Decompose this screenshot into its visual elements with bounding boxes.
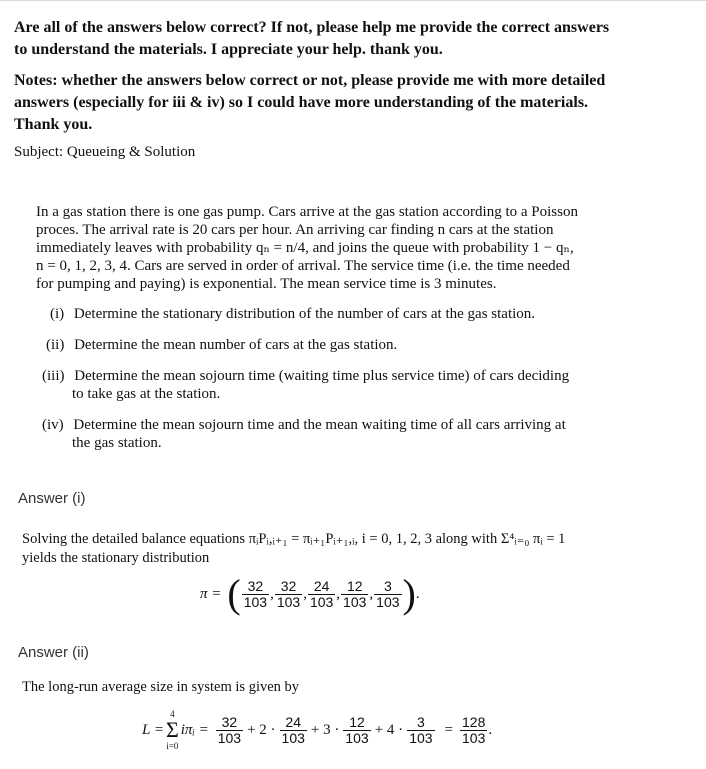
- term-3-coef: + 3 ·: [310, 721, 340, 738]
- stationary-distribution-eq: π = ( $\frac{32}{103}$ , $\frac{32}{103}$ , $\frac{24}{103}$ , $\frac{12}{103}$ , $\frac{3}{103}$ ) .: [200, 571, 420, 616]
- pi-3-fraction: $\frac{12}{103}$: [343, 577, 367, 610]
- L-label: L =: [142, 721, 164, 738]
- notes-line: Notes: whether the answers below correct or not, please provide me with more detailed: [14, 72, 606, 89]
- right-paren: ): [402, 571, 416, 616]
- question-line: to understand the materials. I appreciate your help. thank you.: [14, 41, 443, 58]
- notes-line: answers (especially for iii & iv) so I could have more understanding of the materials.: [14, 94, 589, 111]
- item-text-cont: the gas station.: [72, 435, 162, 451]
- answer-i-line: yields the stationary distribution: [22, 550, 210, 566]
- term-2-coef: + 2 ·: [247, 721, 276, 738]
- problem-line: proces. The arrival rate is 20 cars per hour. An arriving car finding n cars at the station: [36, 222, 554, 238]
- pi-0-fraction: $\frac{32}{103}$: [243, 577, 268, 610]
- item-label: (iii): [42, 368, 65, 384]
- item-label: (ii): [46, 337, 65, 353]
- problem-line: for pumping and paying) is exponential. The mean service time is 3 minutes.: [36, 276, 497, 292]
- notes-line: Thank you.: [14, 116, 93, 133]
- question-line: Are all of the answers below correct? If not, please help me provide the correct answers: [14, 19, 610, 36]
- sum-term: iπᵢ =: [180, 721, 209, 738]
- top-divider: [0, 0, 706, 1]
- item-text: Determine the stationary distribution of the number of cars at the gas station.: [73, 306, 536, 322]
- problem-line: immediately leaves with probability qₙ = n/4, and joins the queue with probability 1 − qₙ,: [36, 240, 574, 256]
- left-paren: (: [227, 571, 241, 616]
- term-4-coef: + 4 ·: [374, 721, 404, 738]
- pi-4-fraction: $\frac{3}{103}$: [376, 577, 400, 610]
- item-text-cont: to take gas at the station.: [72, 386, 221, 402]
- problem-item-iv: [42, 416, 622, 452]
- result-fraction: $\frac{128}{103}$: [462, 713, 486, 746]
- pi-2-fraction: $\frac{24}{103}$: [309, 577, 334, 610]
- term-3-fraction: $\frac{12}{103}$: [345, 713, 369, 746]
- mean-size-eq: L = 4 Σ i=0 iπᵢ = $\frac{32}{103}$ + 2 · $\frac{24}{103}$ + 3 · $\frac{12}{103}$ + 4 · $\frac{3}{103}$ = $\frac{128}{103}$ .: [142, 709, 493, 751]
- problem-line: In a gas station there is one gas pump. Cars arrive at the gas station according to a Poisson: [36, 204, 578, 220]
- problem-line: n = 0, 1, 2, 3, 4. Cars are served in order of arrival. The service time (i.e. the time needed: [36, 258, 570, 274]
- answer-i-line: Solving the detailed balance equations πᵢPᵢ,ᵢ₊₁ = πᵢ₊₁Pᵢ₊₁,ᵢ, i = 0, 1, 2, 3 along with Σ⁴ᵢ₌₀ πᵢ = 1: [22, 531, 566, 547]
- pi-label: π =: [200, 585, 222, 602]
- item-text: Determine the mean sojourn time (waiting time plus service time) of cars deciding: [74, 368, 570, 384]
- problem-item-iii: [42, 367, 622, 403]
- answer-ii-heading: Answer (ii): [18, 644, 89, 661]
- subject-line: Subject: Queueing & Solution: [14, 144, 196, 160]
- problem-intro: [36, 203, 636, 293]
- question-text: [14, 17, 694, 61]
- answer-i-heading: Answer (i): [18, 490, 86, 507]
- summation-sign: 4 Σ i=0: [165, 709, 179, 751]
- item-text: Determine the mean number of cars at the gas station.: [74, 337, 398, 353]
- item-label: (iv): [42, 417, 64, 433]
- term-4-fraction: $\frac{3}{103}$: [409, 713, 433, 746]
- answer-ii-text: The long-run average size in system is given by: [22, 679, 300, 695]
- problem-item-ii: [46, 336, 397, 354]
- item-label: (i): [50, 306, 65, 322]
- term-2-fraction: $\frac{24}{103}$: [281, 713, 305, 746]
- answer-i-text: [22, 530, 702, 568]
- problem-item-i: [50, 305, 535, 323]
- notes-text: [14, 70, 694, 136]
- pi-1-fraction: $\frac{32}{103}$: [276, 577, 301, 610]
- term-1-fraction: $\frac{32}{103}$: [217, 713, 242, 746]
- item-text: Determine the mean sojourn time and the mean waiting time of all cars arriving at: [73, 417, 566, 433]
